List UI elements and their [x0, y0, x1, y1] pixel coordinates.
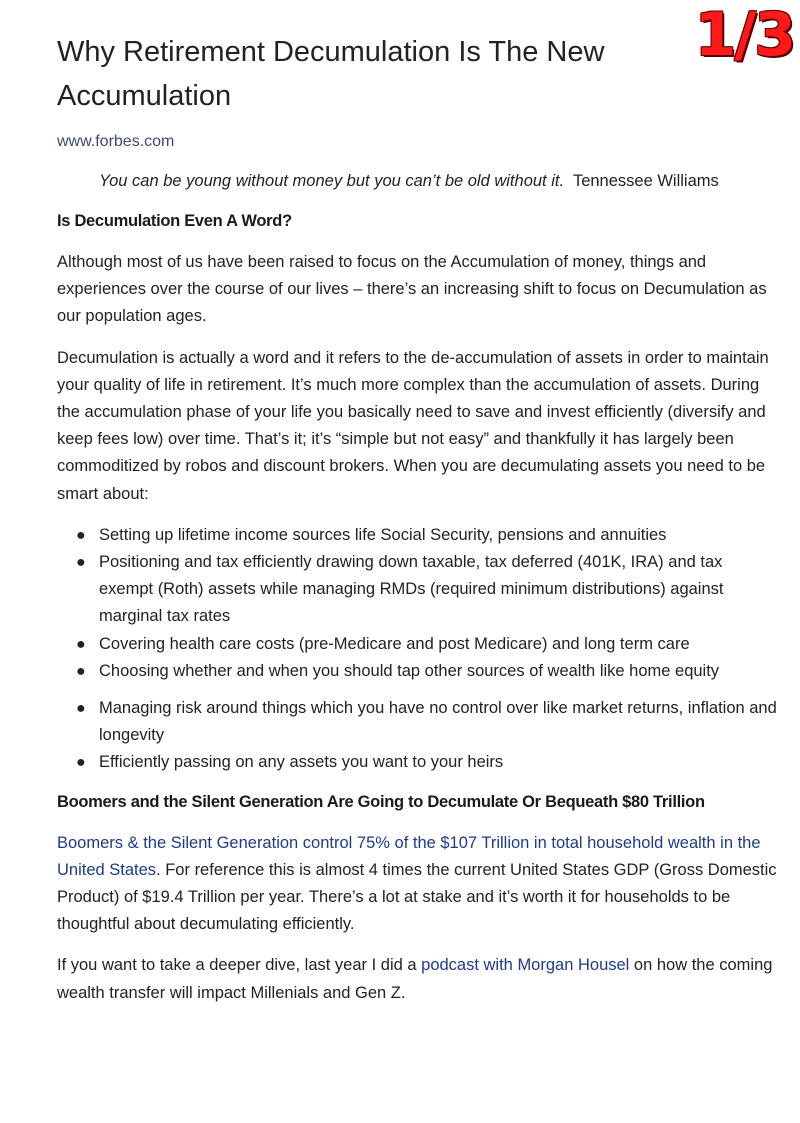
- article-title: Why Retirement Decumulation Is The New Accumulation: [57, 36, 605, 112]
- list-item-text: Efficiently passing on any assets you want to your heirs: [99, 753, 504, 772]
- wealth-stat-link[interactable]: Boomers & the Silent Generation control 75% of the $107 Trillion in total household wealth in the United States: [57, 833, 761, 879]
- bullet-icon: ●: [76, 700, 86, 718]
- list-item-text: Choosing whether and when you should tap other sources of wealth like home equity: [99, 661, 720, 680]
- paragraph-podcast-text-after: on how the coming wealth transfer will impact Millenials and Gen Z.: [57, 956, 773, 1002]
- paragraph-wealth-text: . For reference this is almost 4 times the current United States GDP (Gross Domestic Product) of $19.4 Trillion per year. There’s a lot at stake and it’s worth it for households to be thoughtful about decumulating efficiently.: [57, 860, 777, 934]
- list-item-text: Managing risk around things which you have no control over like market returns, inflation and longevity: [99, 699, 777, 745]
- list-item: [76, 631, 779, 658]
- paragraph-podcast-text-before: If you want to take a deeper dive, last year I did a: [57, 956, 422, 975]
- podcast-link[interactable]: podcast with Morgan Housel: [421, 956, 630, 975]
- article-source[interactable]: www.forbes.com: [57, 133, 175, 150]
- bullet-icon: ●: [76, 526, 86, 544]
- bullet-icon: ●: [76, 635, 86, 653]
- paragraph-podcast: [57, 952, 779, 1006]
- list-item-text: Positioning and tax efficiently drawing down taxable, tax deferred (401K, IRA) and tax exempt (Roth) assets while managing RMDs (required minimum distributions) against marginal tax rates: [99, 553, 724, 626]
- bullet-list-considerations-continued: [57, 695, 779, 777]
- list-item: [76, 695, 779, 749]
- bullet-icon: ●: [76, 554, 86, 572]
- page-counter-badge: 1/3: [694, 0, 794, 70]
- epigraph-quote: [99, 168, 779, 195]
- bullet-icon: ●: [76, 662, 86, 680]
- paragraph-intro: Although most of us have been raised to focus on the Accumulation of money, things and experiences over the course of our lives – there’s an increasing shift to focus on Decumulation as our population ages.: [57, 253, 767, 326]
- bullet-list-considerations: [57, 522, 779, 685]
- list-item-text: Covering health care costs (pre-Medicare and post Medicare) and long term care: [99, 634, 690, 653]
- bullet-icon: ●: [76, 754, 86, 772]
- list-item: [76, 522, 779, 549]
- paragraph-definition: Decumulation is actually a word and it refers to the de-accumulation of assets in order to maintain your quality of life in retirement. It’s much more complex than the accumulation of assets. During the accumulation phase of your life you basically need to save and invest efficiently (diversify and keep fees low) over time. That’s it; it’s “simple but not easy” and thankfully it has largely been commoditized by robos and discount brokers. When you are decumulating assets you need to be smart about:: [57, 348, 769, 503]
- section-heading-decumulation: Is Decumulation Even A Word?: [57, 212, 292, 230]
- quote-author: Tennessee Williams: [572, 172, 719, 190]
- list-item: [76, 749, 779, 776]
- paragraph-wealth: [57, 830, 779, 939]
- article: [57, 30, 779, 1007]
- section-heading-boomers: Boomers and the Silent Generation Are Going to Decumulate Or Bequeath $80 Trillion: [57, 792, 705, 811]
- list-item: [76, 658, 779, 685]
- quote-text: You can be young without money but you can’t be old without it.: [99, 172, 565, 190]
- list-item-text: Setting up lifetime income sources life Social Security, pensions and annuities: [99, 525, 667, 544]
- list-item: [76, 549, 779, 631]
